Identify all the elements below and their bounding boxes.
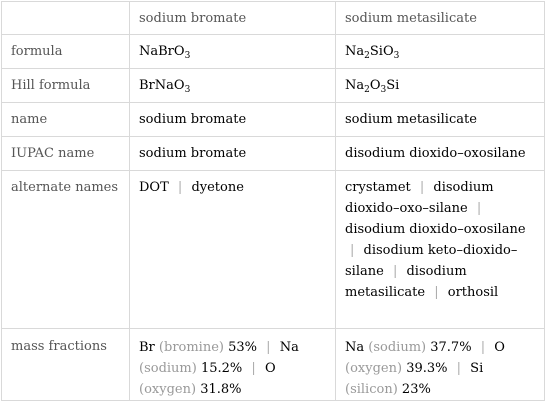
element-name: (silicon) [345,382,398,397]
separator: | [392,264,398,279]
row-label-mass-fractions: mass fractions [2,329,130,401]
row-alternate-names [2,171,545,329]
mass-percent: 23% [401,382,431,397]
alternate-name: disodium metasilicate [345,264,467,300]
row-name [2,103,545,137]
comparison-table [1,1,545,401]
alternate-name: dyetone [191,180,244,195]
formula-text: SiO [369,44,394,59]
element-name: (sodium) [139,361,197,376]
row-mass-fractions [2,329,545,401]
alternate-name: disodium dioxido–oxo–silane [345,180,494,216]
separator: | [476,201,482,216]
element-symbol: O [494,340,505,355]
iupac-name-cell-b: disodium dioxido–oxosilane [336,137,545,171]
alternate-name: disodium keto–dioxido–silane [345,243,518,279]
row-formula [2,35,545,69]
separator: | [456,361,462,376]
formula-text: Na [345,78,365,93]
mass-percent: 15.2% [200,361,243,376]
formula-subscript: 3 [184,51,191,61]
separator: | [350,243,355,258]
alternate-names-cell-b [336,171,545,329]
element-name: (oxygen) [345,361,403,376]
separator: | [419,180,425,195]
element-name: (oxygen) [139,382,197,397]
row-label-formula: formula [2,35,130,69]
hill-formula-cell-a [130,69,336,103]
alternate-name: orthosil [447,285,499,300]
row-hill-formula [2,69,545,103]
row-label-name: name [2,103,130,137]
separator: | [266,340,271,355]
name-cell-b: sodium metasilicate [336,103,545,137]
element-name: (sodium) [368,340,427,355]
formula-subscript: 3 [184,85,191,95]
element-symbol: Br [139,340,155,355]
header-row [2,2,545,35]
formula-text: Na [345,44,365,59]
formula-subscript: 2 [364,51,370,61]
element-symbol: Si [470,361,484,376]
separator: | [480,340,486,355]
column-header-sodium-metasilicate: sodium metasilicate [336,2,545,35]
mass-percent: 39.3% [406,361,448,376]
separator: | [434,285,439,300]
alternate-names-cell-a [130,171,336,329]
alternate-name: disodium dioxido–oxosilane [345,222,526,237]
hill-formula-cell-b [336,69,545,103]
row-label-alternate-names: alternate names [2,171,130,329]
row-iupac-name [2,137,545,171]
formula-text: BrNaO [139,78,185,93]
name-cell-a: sodium bromate [130,103,336,137]
formula-subscript: 3 [393,51,400,61]
mass-fractions-cell-b [336,329,545,401]
formula-cell-b [336,35,545,69]
mass-fractions-cell-a [130,329,336,401]
element-symbol: O [264,361,276,376]
alternate-name: DOT [139,180,169,195]
formula-text: NaBrO [139,44,185,59]
mass-percent: 37.7% [430,340,472,355]
separator: | [177,180,183,195]
formula-subscript: 3 [380,85,387,95]
column-header-sodium-bromate: sodium bromate [130,2,336,35]
formula-text: Si [386,78,400,93]
mass-percent: 31.8% [200,382,242,397]
element-symbol: Na [345,340,365,355]
row-label-iupac-name: IUPAC name [2,137,130,171]
iupac-name-cell-a: sodium bromate [130,137,336,171]
separator: | [251,361,256,376]
mass-percent: 53% [228,340,258,355]
formula-cell-a [130,35,336,69]
formula-subscript: 2 [364,85,370,95]
row-label-hill-formula: Hill formula [2,69,130,103]
corner-header-cell [2,2,130,35]
formula-text: O [369,78,381,93]
alternate-name: crystamet [345,180,411,195]
element-name: (bromine) [158,340,224,355]
element-symbol: Na [279,340,299,355]
